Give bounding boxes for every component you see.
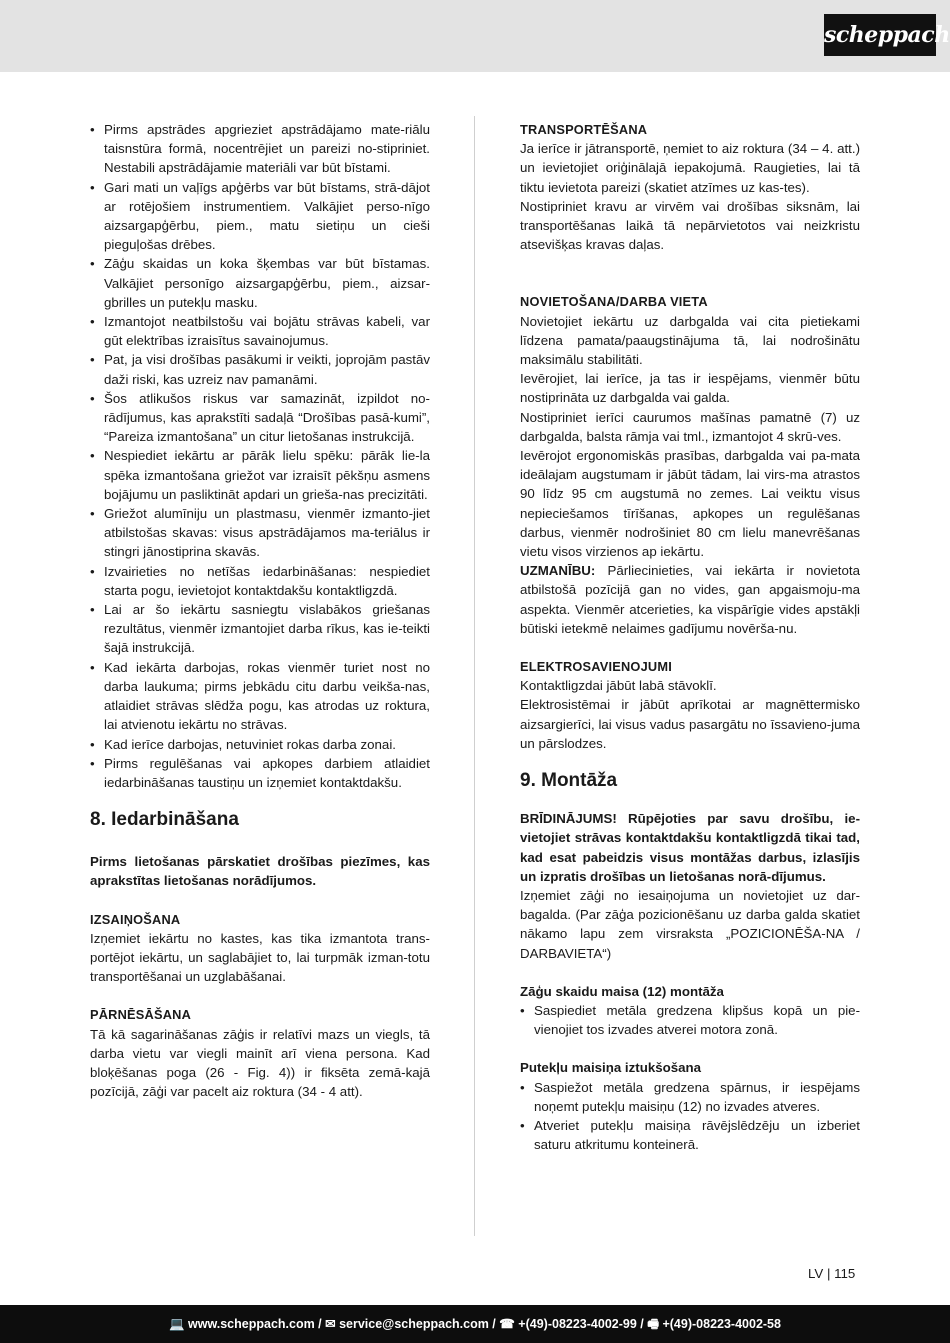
- list-item: • Zāģu skaidas un koka šķembas var būt bīstamas. Valkājiet personīgo aizsargapģērbu, piem., aizsar-gbrilles un putekļu masku.: [90, 254, 430, 312]
- footer-contact: 💻 www.scheppach.com / ✉ service@scheppach.com / ☎ +(49)-08223-4002-99 / 🖷 +(49)-08223-4002-58: [169, 1317, 781, 1331]
- list-item: • Kad iekārta darbojas, rokas vienmēr turiet nost no darba laukuma; pirms jebkādu citu darbu veikša-nas, atlaidiet strāvas slēdža pogu, kas atrodas uz roktura, lai atvienotu iekārtu no strāvas.: [90, 658, 430, 735]
- brand-logo: scheppach: [824, 14, 936, 56]
- placement-title: NOVIETOŠANA/DARBA VIETA: [520, 294, 708, 310]
- list-item: • Nespiediet iekārtu ar pārāk lielu spēku: pārāk lie-la spēka izmantošana griežot var izraisīt pēkšņu asmens bojājumu un pasliktināt apdari un griešа-nas precizitāti.: [90, 446, 430, 504]
- column-divider: [474, 116, 475, 1236]
- transport-text-2: Nostipriniet kravu ar virvēm vai drošības siksnām, lai transportēšanas laikā tā nepārvietotos vai neizkristu atsevišķas kravas daļas.: [520, 198, 860, 253]
- placement-text-2: Ievērojiet, lai ierīce, ja tas ir iespējams, vienmēr būtu nostiprināta uz darbgalda vai galda.: [520, 371, 860, 406]
- page-number: LV | 115: [808, 1266, 856, 1281]
- warning-text: BRĪDINĀJUMS! Rūpējoties par savu drošību, ie-vietojiet strāvas kontaktdakšu kontaktligzdā tikai tad, kad esat pabeidzis visus montāžas darbus, izlasījis un izpratis drošības un lietošanas norā-dījumus.: [520, 811, 860, 884]
- footer-bar: [0, 1305, 950, 1343]
- list-item: • Izvairieties no netīšas iedarbināšanas: nespiediet starta pogu, ievietojot kontaktdakšu kontaktligzdā.: [90, 562, 430, 600]
- electric-text-1: Kontaktligzdai jābūt labā stāvoklī.: [520, 678, 717, 694]
- attention-text: Pārliecinieties, vai iekārta ir novietota atbilstošā pozīcijā gan no vides, gan apgaismoju-ma aspekta. Vienmēr atcerieties, ka vispārīgie vides apstākļi būtiski ietekmē nelaimes gadījumu novērša-nu.: [520, 563, 860, 636]
- electric-text-2: Elektrosistēmai ir jābūt aprīkotai ar magnēttermisko aizsargierīci, lai visus vadus pasargātu no īssavieno-juma un pārslodzes.: [520, 697, 860, 751]
- dustbag-list: [520, 1001, 860, 1039]
- section9-title: 9. Montāža: [520, 770, 618, 792]
- empty-list: [520, 1078, 860, 1155]
- placement-attention: [520, 561, 860, 638]
- list-item: • Atveriet putekļu maisiņa rāvējslēdzēju un izberiet saturu atkritumu konteinerā.: [520, 1116, 860, 1154]
- placement-text-3: Nostipriniet ierīci caurumos mašīnas pamatnē (7) uz darbgalda, balsta rāmja vai tml., izmantojot 4 skrū-ves.: [520, 409, 860, 444]
- electric-title: ELEKTROSAVIENOJUMI: [520, 659, 672, 675]
- list-item: • Saspiediet metāla gredzena klipšus kopā un pie-vienojiet tos izvades atverei motora zonā.: [520, 1001, 860, 1039]
- placement-text-1: Novietojiet iekārtu uz darbgalda vai cita pietiekami līdzena pamata/paaugstinājuma tā, lai nodrošinātu maksimālu stabilitāti.: [520, 313, 860, 368]
- list-item: • Pat, ja visi drošības pasākumi ir veikti, joprojām pastāv daži riski, kas uzreiz nav pamanāmi.: [90, 350, 430, 388]
- list-item: • Saspiežot metāla gredzena spārnus, ir iespējams noņemt putekļu maisiņu (12) no izvades atveres.: [520, 1078, 860, 1116]
- list-item: • Gari mati un vaļīgs apģērbs var būt bīstams, strā-dājot ar rotējošiem instrumentiem. Valkājiet perso-nīgo aizsargapģērbu, piem., matu sietiņu un cieši pieguļošas drēbes.: [90, 178, 430, 255]
- list-item: • Lai ar šo iekārtu sasniegtu vislabākos griešanas rezultātus, vienmēr izmantojiet darba rīkus, kas ie-teikti šajā instrukcijā.: [90, 600, 430, 658]
- unpack-title: IZSAIŅOŠANA: [90, 911, 181, 927]
- move-text: Tā kā sagarināšanas zāģis ir relatīvi mazs un viegls, tā darba vietu var viegli mainīt arī viena persona. Kad bloķēšanas poga (26 - Fig. 4)) ir fiksēta zemā-kajā pozīcijā, zāģi var pacelt aiz roktura (34 - 4 att).: [90, 1026, 430, 1100]
- attention-label: UZMANĪBU:: [520, 563, 596, 579]
- header-bar: [0, 0, 950, 72]
- section8-intro: Pirms lietošanas pārskatiet drošības piezīmes, kas aprakstītas lietošanas norādījumos.: [90, 854, 430, 889]
- list-item: • Šos atlikušos riskus var samazināt, izpildot no-rādījumus, kas aprakstīti sadaļā “Drošības pasā-kumi”, “Pareiza izmantošana” un citur lietošanas instrukcijā.: [90, 389, 430, 447]
- section8-title: 8. Iedarbināšana: [90, 809, 239, 831]
- list-item: • Pirms apstrādes apgrieziet apstrādājamo mate-riālu taisnstūra formā, nocentrējiet un pareizi no-stipriniet. Nestabili apstrādājamie materiāli var būt bīstami.: [90, 120, 430, 178]
- list-item: • Kad ierīce darbojas, netuviniet rokas darba zonai.: [90, 735, 430, 754]
- list-item: • Izmantojot neatbilstošu vai bojātu strāvas kabeli, var gūt elektrības izraisītus savainojumus.: [90, 312, 430, 350]
- list-item: • Pirms regulēšanas vai apkopes darbiem atlaidiet iedarbināšanas taustiņu un izņemiet kontaktdakšu.: [90, 754, 430, 792]
- transport-title: TRANSPORTĒŠANA: [520, 122, 648, 137]
- dustbag-title: Zāģu skaidu maisa (12) montāža: [520, 983, 724, 999]
- list-item: • Griežot alumīniju un plastmasu, vienmēr izmanto-jiet atbilstošas skavas: visus apstrādājamos ma-teriālus ir stingri jānostiprina skavās.: [90, 504, 430, 562]
- unpack-text: Izņemiet iekārtu no kastes, kas tika izmantota trans-portējot iekārtu, un saglabājiet to, lai turpmāk izman-totu transportēšanai un uzglabāšanai.: [90, 930, 430, 985]
- assembly-text: Izņemiet zāģi no iesaiņojuma un novietojiet uz dar-bagalda. (Par zāģa pozicionēšanu uz darba galda skatiet nākamo lapu zem virsraksta „POZICIONĒŠA-NA / DARBAVIETA“): [520, 887, 860, 961]
- placement-text-4: Ievērojot ergonomiskās prasības, darbgalda vai pa-mata ideālajam augstumam ir jābūt tādam, lai virs-ma atrastos 90 līdz 95 cm augstumā no zemes. Lai veiktu visus nepieciešamos tīrīšanas, apkopes un regulēšanas darbus, vienmēr nodrošiniet 80 cm lielu manevrēšanas vietu visos virzienos ap iekārtu.: [520, 448, 860, 560]
- right-column: [520, 120, 860, 1154]
- transport-text-1: Ja ierīce ir jātransportē, ņemiet to aiz roktura (34 – 4. att.) un ievietojiet oriģinālajā iepakojumā. Raugieties, lai tā tiktu ievietota pareizi (skatiet atzīmes uz kas-tes).: [520, 141, 860, 195]
- move-title: PĀRNĒSĀŠANA: [90, 1007, 192, 1023]
- empty-title: Putekļu maisiņa iztukšošana: [520, 1060, 702, 1076]
- left-column: [90, 120, 430, 1101]
- safety-bullet-list: [90, 120, 430, 792]
